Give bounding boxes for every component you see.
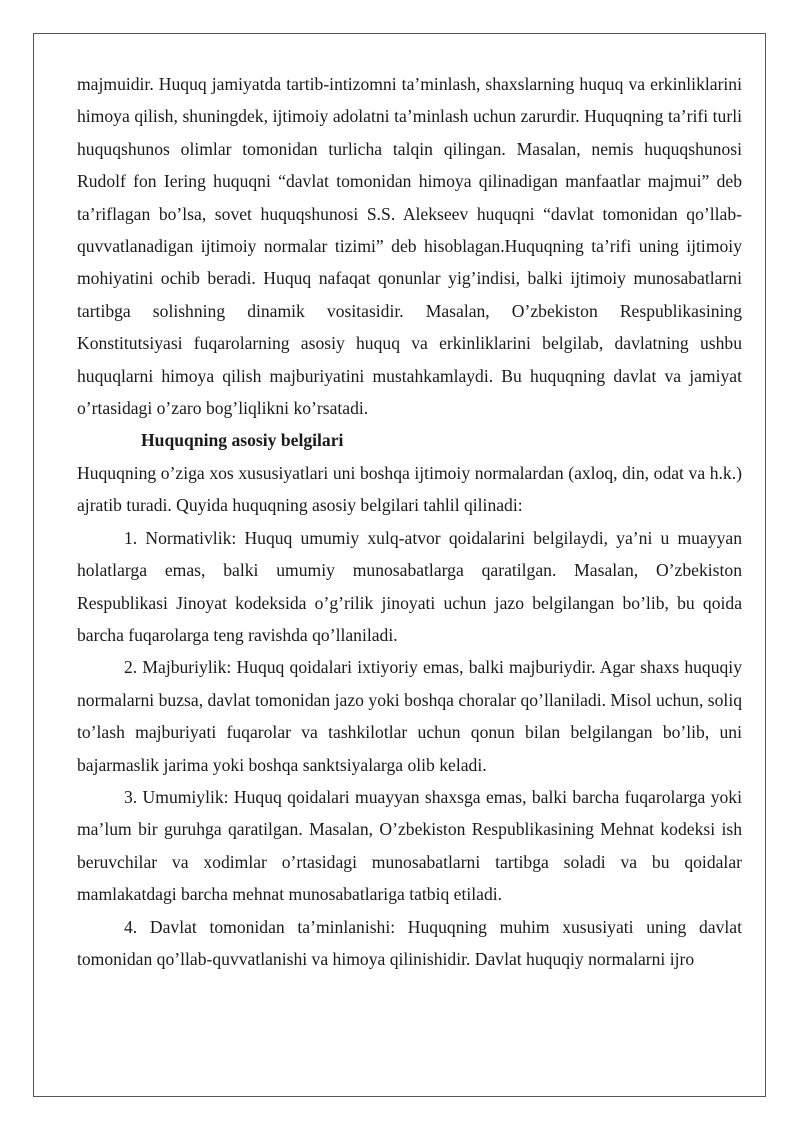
document-body <box>77 68 742 975</box>
intro-paragraph: Huquqning o’ziga xos xususiyatlari uni boshqa ijtimoiy normalardan (axloq, din, odat va h.k.) ajratib turadi. Quyida huquqning asosiy belgilari tahlil qilinadi: <box>77 462 742 516</box>
body-paragraph: majmuidir. Huquq jamiyatda tartib-intizomni ta’minlash, shaxslarning huquq va erkinliklarini himoya qilish, shuningdek, ijtimoiy adolatni ta’minlash uchun zarurdir. Huquqning ta’rifi turli huquqshunos olimlar tomonidan turlicha talqin qilingan. Masalan, nemis huquqshunosi Rudolf fon Iering huquqni “davlat tomonidan himoya qilinadigan manfaatlar majmui” deb ta’riflagan bo’lsa, sovet huquqshunosi S.S. Alekseev huquqni “davlat tomonidan qo’llab-quvvatlanadigan ijtimoiy normalar tizimi” deb hisoblagan.Huquqning ta’rifi uning ijtimoiy mohiyatini ochib beradi. Huquq nafaqat qonunlar yig’indisi, balki ijtimoiy munosabatlarni tartibga solishning dinamik vositasidir. Masalan, O’zbekiston Respublikasining Konstitutsiyasi fuqarolarning asosiy huquq va erkinliklarini belgilab, davlatning ushbu huquqlarni himoya qilish majburiyatini mustahkamlaydi. Bu huquqning davlat va jamiyat o’rtasidagi o’zaro bog’liqlikni ko’rsatadi. <box>77 74 742 419</box>
list-item-umumiylik: 3. Umumiylik: Huquq qoidalari muayyan shaxsga emas, balki barcha fuqarolarga yoki ma’lum bir guruhga qaratilgan. Masalan, O’zbekiston Respublikasining Mehnat kodeksi ish beruvchilar va xodimlar o’rtasidagi munosabatlarni tartibga soladi va bu qoidalar mamlakatdagi barcha mehnat munosabatlariga tatbiq etiladi. <box>77 786 742 905</box>
list-item-davlat: 4. Davlat tomonidan ta’minlanishi: Huquqning muhim xususiyati uning davlat tomonidan qo’llab-quvvatlanishi va himoya qilinishidir. Davlat huquqiy normalarni ijro <box>77 916 742 969</box>
list-item-majburiylik: 2. Majburiylik: Huquq qoidalari ixtiyoriy emas, balki majburiydir. Agar shaxs huquqiy normalarni buzsa, davlat tomonidan jazo yoki boshqa choralar qo’llaniladi. Misol uchun, soliq to’lash majburiyati fuqarolar va tashkilotlar uchun qonun bilan belgilangan bo’lib, uni bajarmaslik jarima yoki boshqa sanktsiyalarga olib keladi. <box>77 657 742 775</box>
list-item-normativlik: 1. Normativlik: Huquq umumiy xulq-atvor qoidalarini belgilaydi, ya’ni u muayyan holatlarga emas, balki umumiy munosabatlarga qaratilgan. Masalan, O’zbekiston Respublikasi Jinoyat kodeksida o’g’rilik jinoyati uchun jazo belgilangan bo’lib, bu qoida barcha fuqarolarga teng ravishda qo’llaniladi. <box>77 527 742 645</box>
section-heading: Huquqning asosiy belgilari <box>141 430 344 451</box>
